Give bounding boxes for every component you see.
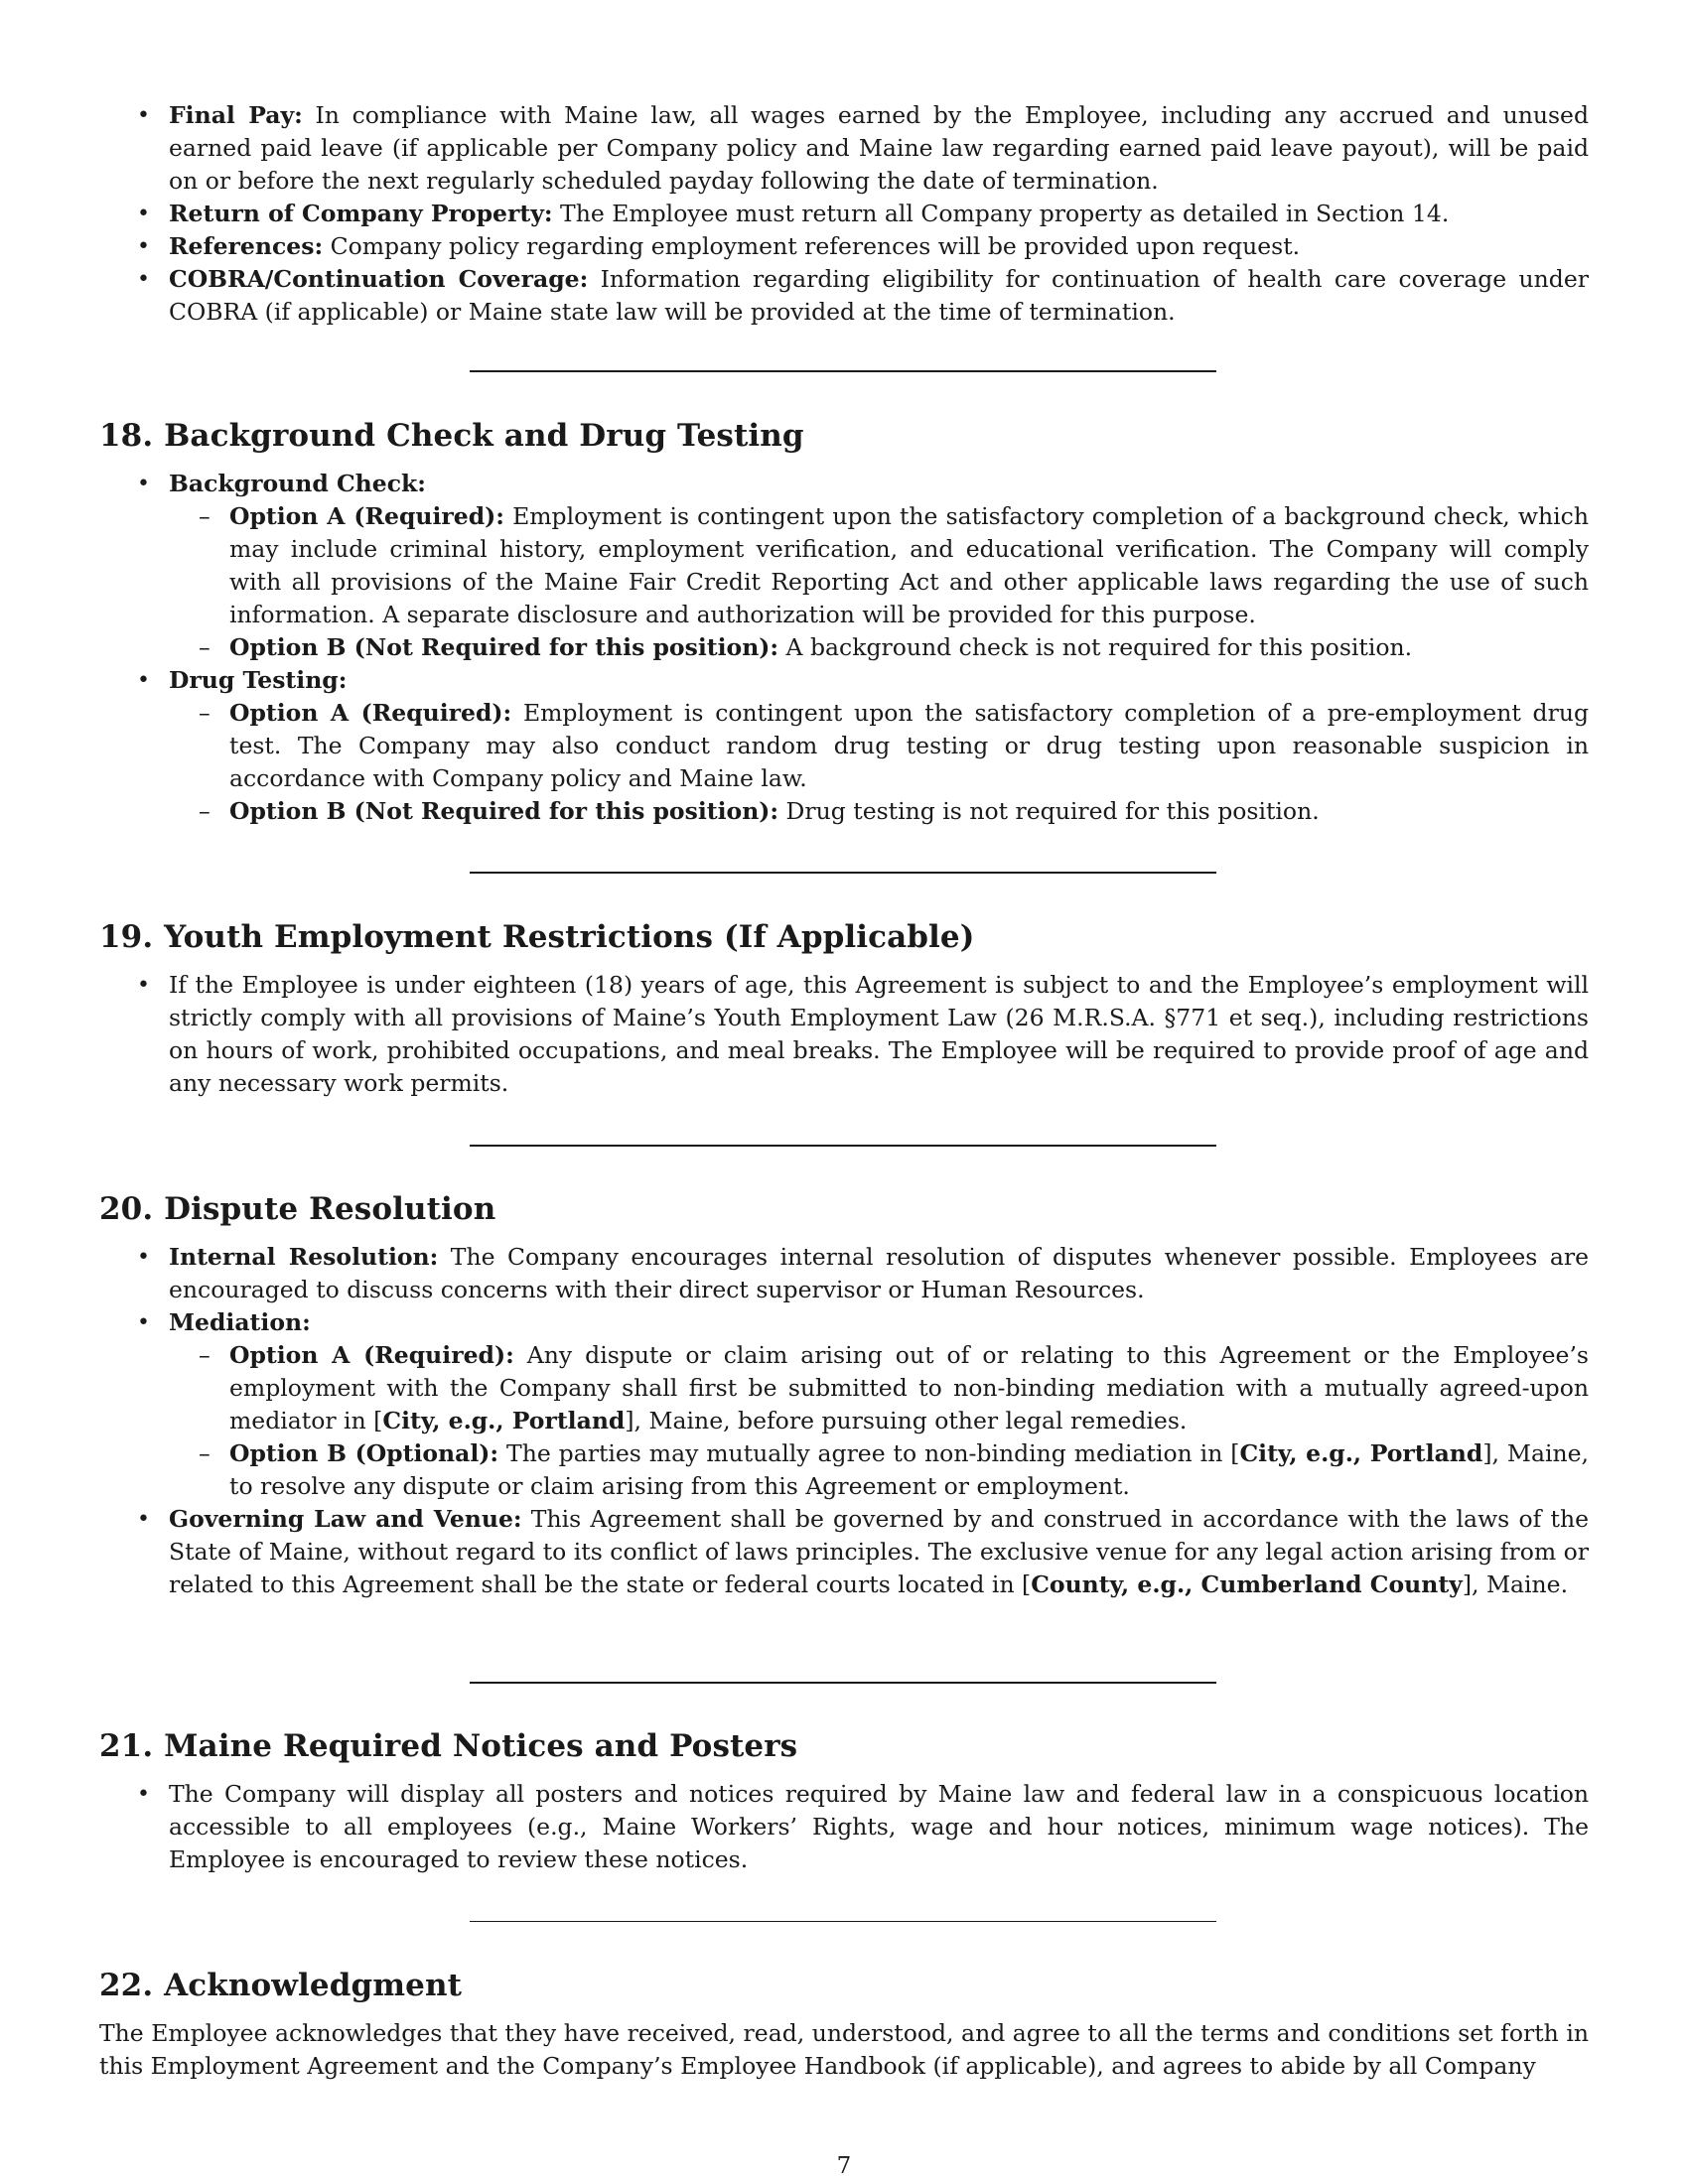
section-20-title: 20. Dispute Resolution <box>99 1191 496 1227</box>
list-item-references: • References: Company policy regarding employment references will be provided upon request. <box>99 230 1589 263</box>
page-number: 7 <box>836 2153 852 2179</box>
list-item-cobra: • COBRA/Continuation Coverage: Information regarding eligibility for continuation of health care coverage under COBRA (if applicable) or Maine state law will be provided at the time of termination. <box>99 263 1589 329</box>
section-18-list <box>99 468 1589 828</box>
list-item-governing-law: • Governing Law and Venue: This Agreement shall be governed by and construed in accordance with the laws of the State of Maine, without regard to its conflict of laws principles. The exclusive venue for any legal action arising from or related to this Agreement shall be the state or federal courts located in [County, e.g., Cumberland County], Maine. <box>99 1503 1589 1601</box>
mediation-options <box>169 1339 1589 1503</box>
termination-list <box>99 99 1589 329</box>
section-divider <box>470 370 1216 372</box>
section-19-list <box>99 969 1589 1100</box>
section-20 <box>99 1191 1589 1601</box>
list-item-drug-testing: • Drug Testing: – Option A (Required): Employment is contingent upon the satisfactory completion of a pre-employment drug test. The Company may also conduct random drug testing or drug testing upon reasonable suspicion in accordance with Company policy and Maine law. – Option B (Not Required for this position): Drug testing is not required for this position. <box>99 664 1589 828</box>
section-divider <box>470 1145 1216 1147</box>
list-item-background-check: • Background Check: – Option A (Required): Employment is contingent upon the satisfactory completion of a background check, which may include criminal history, employment verification, and educational verification. The Company will comply with all provisions of the Maine Fair Credit Reporting Act and other applicable laws regarding the use of such information. A separate disclosure and authorization will be provided for this purpose. – Option B (Not Required for this position): A background check is not required for this position. <box>99 468 1589 664</box>
list-item-mediation: • Mediation: – Option A (Required): Any dispute or claim arising out of or relating to this Agreement or the Employee’s employment with the Company shall first be submitted to non-binding mediation with a mutually agreed-upon mediator in [City, e.g., Portland], Maine, before pursuing other legal remedies. – Option B (Optional): The parties may mutually agree to non-binding mediation in [City, e.g., Portland], Maine, to resolve any dispute or claim arising from this Agreement or employment. <box>99 1306 1589 1503</box>
section-18-title: 18. Background Check and Drug Testing <box>99 418 804 454</box>
section-19-title: 19. Youth Employment Restrictions (If Applicable) <box>99 919 975 955</box>
section-20-list <box>99 1241 1589 1601</box>
section-21 <box>99 1728 1589 1876</box>
mediation-option-b: – Option B (Optional): The parties may mutually agree to non-binding mediation in [City, e.g., Portland], Maine, to resolve any dispute or claim arising from this Agreement or employment. <box>169 1437 1589 1503</box>
list-item-youth-employment: • If the Employee is under eighteen (18) years of age, this Agreement is subject to and the Employee’s employment will strictly comply with all provisions of Maine’s Youth Employment Law (26 M.R.S.A. §771 et seq.), including restrictions on hours of work, prohibited occupations, and meal breaks. The Employee will be required to provide proof of age and any necessary work permits. <box>99 969 1589 1100</box>
section-18 <box>99 418 1589 828</box>
list-item-return-property: • Return of Company Property: The Employee must return all Company property as detailed in Section 14. <box>99 198 1589 230</box>
section-divider <box>470 1921 1216 1922</box>
background-check-options <box>169 500 1589 664</box>
section-22 <box>99 1968 1589 2083</box>
acknowledgment-text: The Employee acknowledges that they have received, read, understood, and agree to all the terms and conditions set forth in this Employment Agreement and the Company’s Employee Handbook (if applicable), and agrees to abide by all Company <box>99 2019 1589 2080</box>
section-divider <box>470 872 1216 874</box>
background-option-a: – Option A (Required): Employment is contingent upon the satisfactory completion of a background check, which may include criminal history, employment verification, and educational verification. The Company will comply with all provisions of the Maine Fair Credit Reporting Act and other applicable laws regarding the use of such information. A separate disclosure and authorization will be provided for this purpose. <box>169 500 1589 631</box>
drug-option-b: – Option B (Not Required for this position): Drug testing is not required for this position. <box>169 795 1589 828</box>
drug-option-a: – Option A (Required): Employment is contingent upon the satisfactory completion of a pre-employment drug test. The Company may also conduct random drug testing or drug testing upon reasonable suspicion in accordance with Company policy and Maine law. <box>169 697 1589 795</box>
drug-testing-options <box>169 697 1589 828</box>
section-21-title: 21. Maine Required Notices and Posters <box>99 1728 798 1764</box>
mediation-option-a: – Option A (Required): Any dispute or claim arising out of or relating to this Agreement or the Employee’s employment with the Company shall first be submitted to non-binding mediation with a mutually agreed-upon mediator in [City, e.g., Portland], Maine, before pursuing other legal remedies. <box>169 1339 1589 1437</box>
list-item-notices: • The Company will display all posters and notices required by Maine law and federal law in a conspicuous location accessible to all employees (e.g., Maine Workers’ Rights, wage and hour notices, minimum wage notices). The Employee is encouraged to review these notices. <box>99 1778 1589 1876</box>
list-item-internal-resolution: • Internal Resolution: The Company encourages internal resolution of disputes whenever possible. Employees are encouraged to discuss concerns with their direct supervisor or Human Resources. <box>99 1241 1589 1306</box>
section-21-list <box>99 1778 1589 1876</box>
termination-list-section <box>99 99 1589 329</box>
background-option-b: – Option B (Not Required for this position): A background check is not required for this position. <box>169 631 1589 664</box>
section-22-title: 22. Acknowledgment <box>99 1968 463 2003</box>
list-item-final-pay: • Final Pay: In compliance with Maine law, all wages earned by the Employee, including any accrued and unused earned paid leave (if applicable per Company policy and Maine law regarding earned paid leave payout), will be paid on or before the next regularly scheduled payday following the date of termination. <box>99 99 1589 198</box>
section-19 <box>99 919 1589 1100</box>
section-divider <box>470 1682 1216 1684</box>
